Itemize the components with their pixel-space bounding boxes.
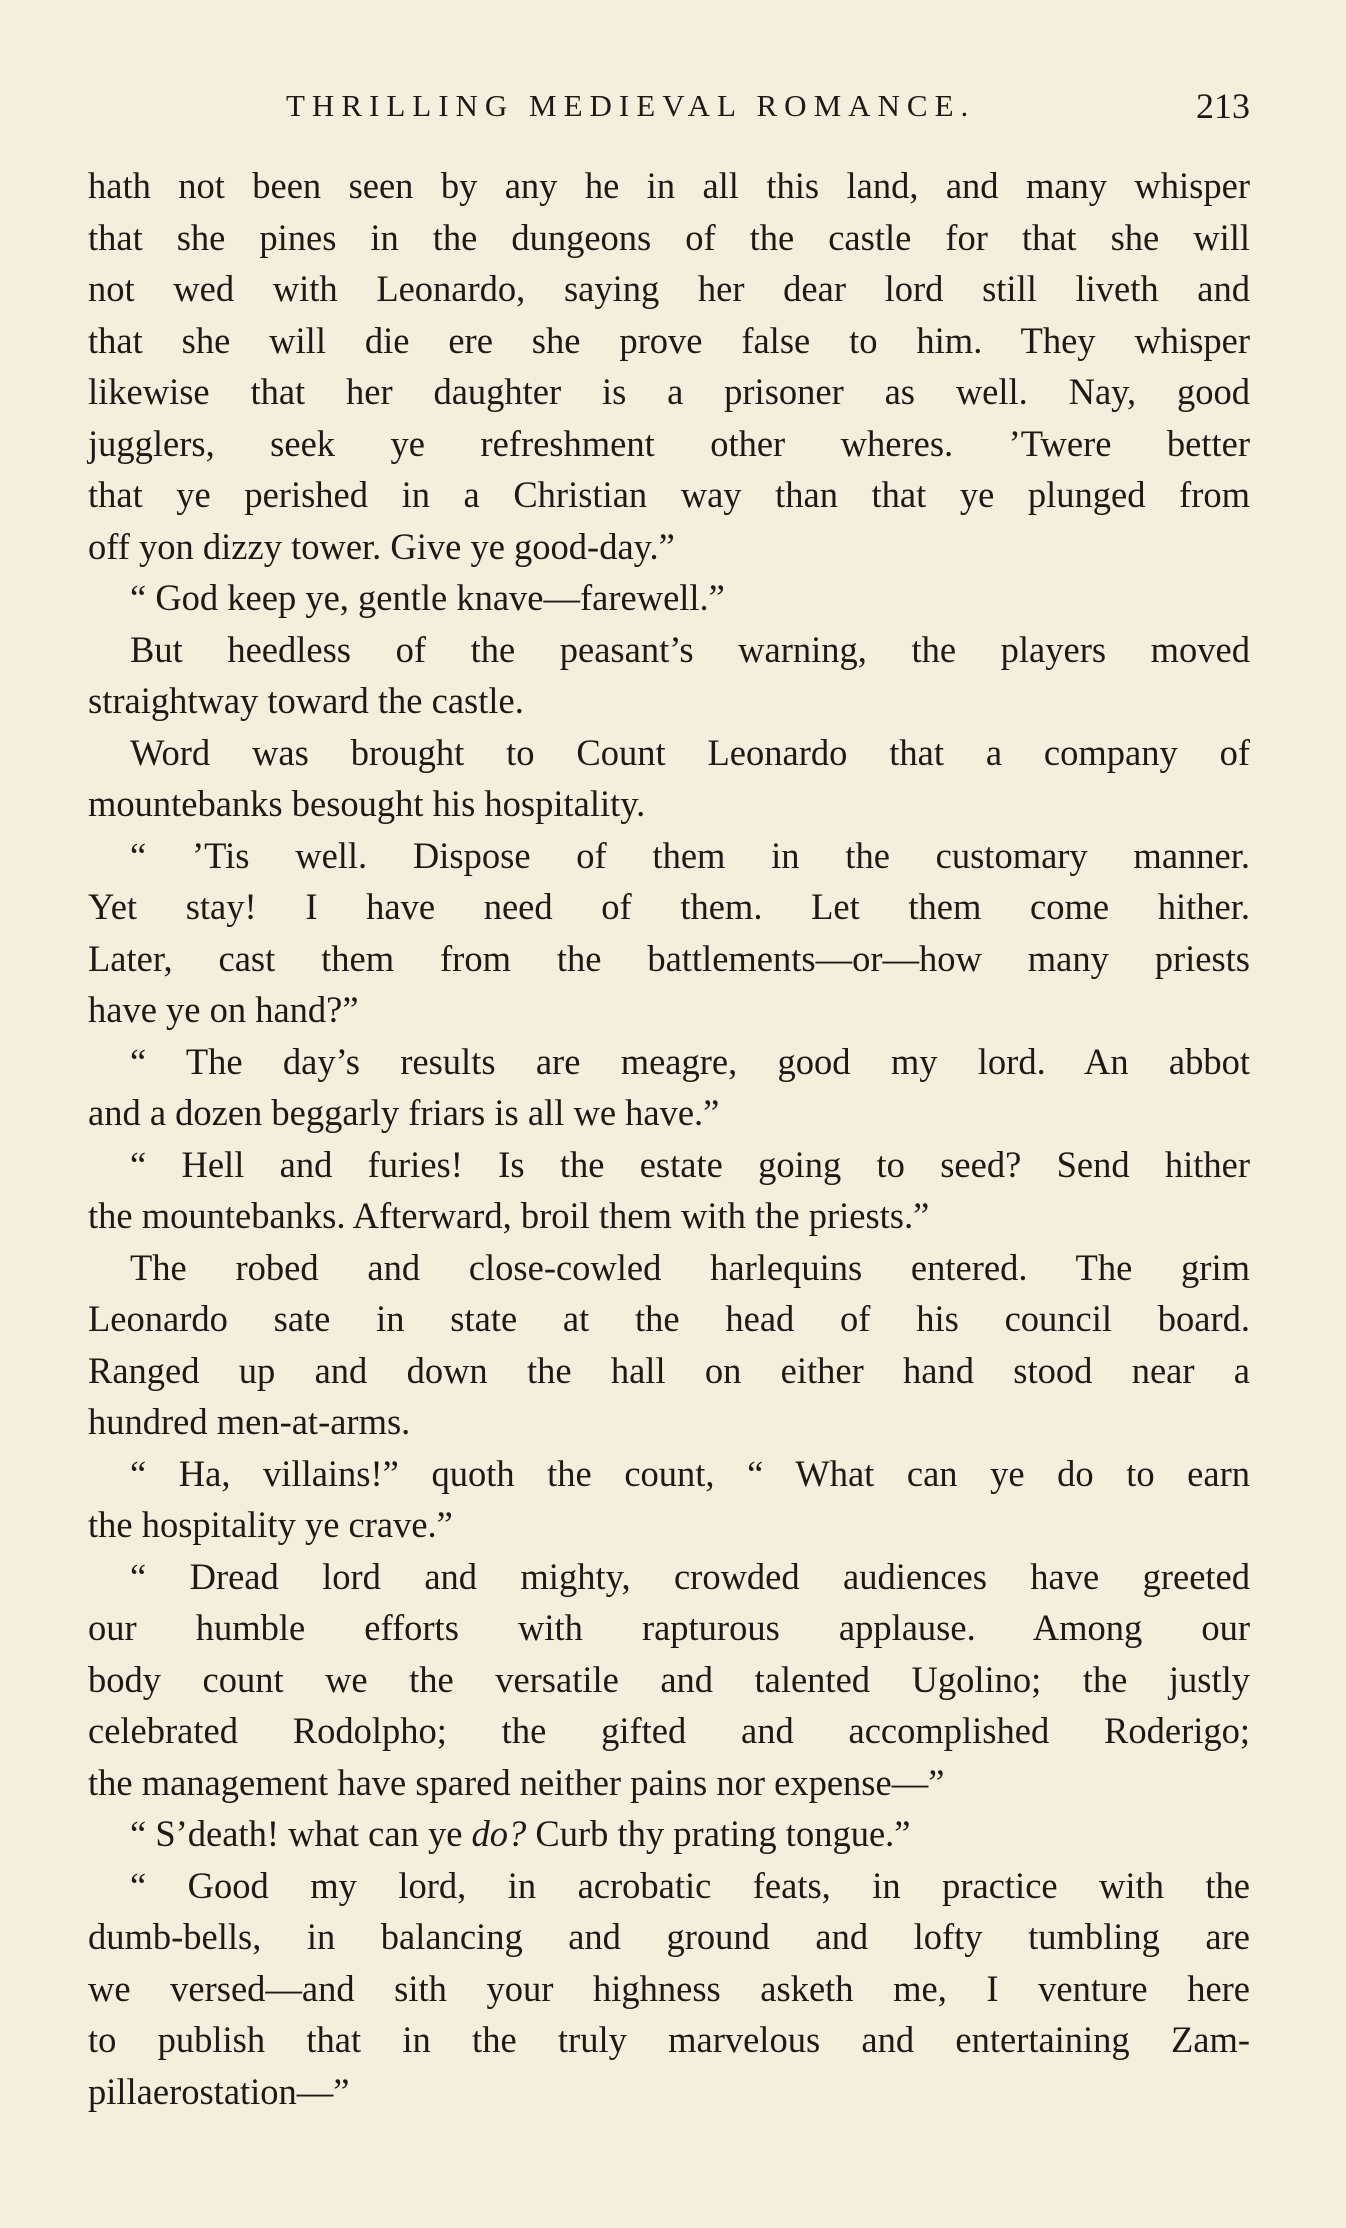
text-line: off yon dizzy tower. Give ye good-day.”: [88, 525, 675, 567]
text-line: celebrated Rodolpho; the gifted and accomplished Roderigo;: [88, 1710, 1250, 1751]
text-line: the management have spared neither pains nor expense—”: [88, 1761, 945, 1803]
running-head: THRILLING MEDIEVAL ROMANCE.: [286, 88, 976, 123]
text-line: Word was brought to Count Leonardo that a company of: [130, 731, 1250, 773]
text-line-sdeath: [88, 1808, 1250, 1860]
text-fragment: Curb thy prating tongue.”: [526, 1813, 911, 1854]
text-line: likewise that her daughter is a prisoner as well. Nay, good: [88, 371, 1250, 412]
text-line: that ye perished in a Christian way than that ye plunged from: [88, 474, 1250, 515]
italic-word: do?: [471, 1813, 527, 1854]
text-line: “ Good my lord, in acrobatic feats, in practice with the: [130, 1864, 1250, 1906]
text-line: “ Hell and furies! Is the estate going to seed? Send hither: [130, 1143, 1250, 1185]
text-line: to publish that in the truly marvelous and entertaining Zam-: [88, 2019, 1250, 2060]
text-line: “ ’Tis well. Dispose of them in the customary manner.: [130, 834, 1250, 876]
text-line: mountebanks besought his hospitality.: [88, 783, 646, 824]
text-line: not wed with Leonardo, saying her dear lord still liveth and: [88, 268, 1250, 309]
text-line: that she will die ere she prove false to him. They whisper: [88, 319, 1250, 361]
page-number: 213: [1196, 86, 1250, 126]
text-line: the mountebanks. Afterward, broil them with the priests.”: [88, 1195, 930, 1236]
text-line: dumb-bells, in balancing and ground and lofty tumbling are: [88, 1916, 1250, 1957]
text-line: Leonardo sate in state at the head of his council board.: [88, 1298, 1250, 1339]
text-line: Yet stay! I have need of them. Let them come hither.: [88, 886, 1250, 927]
text-line: that she pines in the dungeons of the castle for that she will: [88, 216, 1250, 258]
text-line: body count we the versatile and talented Ugolino; the justly: [88, 1658, 1250, 1700]
text-line: jugglers, seek ye refreshment other wheres. ’Twere better: [88, 422, 1250, 464]
text-line: “ Ha, villains!” quoth the count, “ What can ye do to earn: [130, 1452, 1250, 1494]
text-line: hundred men-at-arms.: [88, 1401, 411, 1442]
text-line: hath not been seen by any he in all this land, and many whisper: [88, 165, 1250, 206]
page-header: [88, 82, 1250, 130]
text-line: The robed and close-cowled harlequins entered. The grim: [130, 1246, 1250, 1288]
text-line: and a dozen beggarly friars is all we have.”: [88, 1092, 720, 1133]
body-text: [88, 160, 1250, 2117]
text-line: straightway toward the castle.: [88, 680, 524, 721]
text-line: But heedless of the peasant’s warning, the players moved: [130, 628, 1250, 670]
text-line: “ Dread lord and mighty, crowded audiences have greeted: [130, 1555, 1250, 1597]
text-line: the hospitality ye crave.”: [88, 1504, 453, 1545]
text-line: “ God keep ye, gentle knave—farewell.”: [130, 577, 725, 618]
text-line: Later, cast them from the battlements—or—how many priests: [88, 937, 1250, 979]
text-line: “ The day’s results are meagre, good my lord. An abbot: [130, 1040, 1250, 1082]
text-line: our humble efforts with rapturous applause. Among our: [88, 1607, 1250, 1648]
text-fragment: “ S’death! what can ye: [130, 1813, 472, 1854]
text-line: Ranged up and down the hall on either hand stood near a: [88, 1349, 1250, 1391]
text-line: have ye on hand?”: [88, 989, 359, 1030]
text-line: pillaerostation—”: [88, 2070, 350, 2112]
text-line: we versed—and sith your highness asketh me, I venture here: [88, 1967, 1250, 2009]
